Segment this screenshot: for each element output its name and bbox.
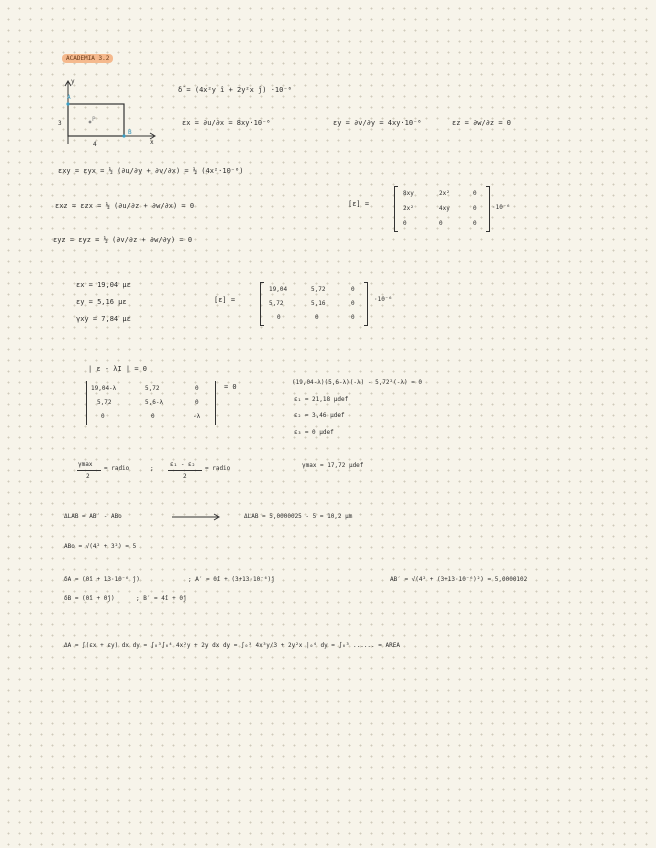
eigen-1: ε₁ = 21,18 μdef (294, 396, 349, 403)
strain-y-eq: εy = ∂v/∂y = 4xy·10⁻⁶ (333, 119, 422, 127)
position-b-prime: ; B′ = 4î + 0ĵ (136, 595, 187, 602)
initial-length: ABo = √(4² + 3²) = 5 (64, 543, 137, 550)
width-label: 4 (93, 141, 97, 148)
shear-a-eq: = radio (104, 465, 130, 472)
determinant-equals: = 0 (224, 383, 237, 391)
point-b-label: B (128, 129, 132, 136)
eigen-equation: | ε - λI | = 0 (88, 365, 148, 373)
page-heading: ACADEMIA 3.2 (62, 56, 113, 62)
axis-y-label: y (71, 78, 75, 85)
value-ey: εy = 5,16 με (76, 298, 127, 306)
shear-b-eq: = radio (205, 465, 231, 472)
final-length: AB′ = √(4² + (3+13·10⁻⁶)²) = 5,0000102 (390, 576, 528, 583)
rectangle-diagram (52, 74, 162, 164)
tensor-symbolic-matrix: 8xy 2x² 0 2x² 4xy 0 0 0 0 (394, 187, 490, 231)
value-ex: εx = 19,04 με (76, 281, 131, 289)
area-integral: ΔA = ∫(εx + εy) dx dy = ∫₀³∫₀⁴ 4x²y + 2y dx dy = ∫₀³ 4x³y/3 + 2y²x |₀⁴ dy = ∫₀³ ...... = AREA (64, 642, 400, 649)
height-label: 3 (58, 120, 62, 127)
eigen-determinant: 19,04-λ 5,72 0 5,72 5,6-λ 0 0 0 -λ (86, 381, 216, 425)
strain-xz-eq: εxz = εzx = ½ (∂u/∂z + ∂w/∂x) = 0 (55, 202, 195, 210)
tensor-symbolic-scale: ·10⁻⁶ (492, 204, 511, 211)
point-p-label: P (92, 116, 96, 123)
shear-max-result: γmax = 17,72 μdef (302, 462, 364, 469)
tensor-numeric-label: [ε] = (214, 296, 236, 304)
length-change-result: ΔLAB = 5,0000025 - 5 = 10,2 μm (244, 513, 353, 520)
point-a-label: A (67, 94, 71, 101)
disp-a: δA = (0î + 13·10⁻⁶ ĵ) (64, 576, 140, 583)
tensor-numeric-scale: ·10⁻⁶ (374, 296, 393, 303)
strain-yz-eq: εyz = εyz = ½ (∂v/∂z + ∂w/∂y) = 0 (53, 236, 193, 244)
strain-xy-eq: εxy = εyx = ½ (∂u/∂y + ∂v/∂x) = ½ (4x²·10⁻⁶) (58, 167, 244, 175)
tensor-numeric-matrix: 19,04 5,72 0 5,72 5,16 0 0 0 0 (260, 283, 368, 325)
displacement-eq: δ̄ = (4x²y î + 2y²x ĵ) ·10⁻⁶ (178, 86, 292, 94)
disp-b: δB = (0î + 0ĵ) (64, 595, 115, 602)
characteristic-polynomial: (19,04-λ)(5,6-λ)(-λ) - 5,72²(-λ) = 0 (292, 379, 423, 386)
eigen-2: ε₂ = 3,46 μdef (294, 412, 345, 419)
position-a-prime: ; A′ = 0î + (3+13·10⁻⁶)ĵ (188, 576, 275, 583)
length-change-eq: ΔLAB = AB′ - ABo (64, 513, 122, 520)
arrow-right-icon (172, 513, 222, 521)
strain-x-eq: εx = ∂u/∂x = 8xy·10⁻⁶ (182, 119, 271, 127)
eigen-3: ε₃ = 0 μdef (294, 429, 334, 436)
axis-x-label: x (150, 139, 154, 146)
value-gxy: γxy = 7,84 με (76, 315, 131, 323)
strain-z-eq: εz = ∂w/∂z = 0 (452, 119, 512, 127)
shear-separator: ; (150, 465, 154, 472)
tensor-symbolic-label: [ε] = (348, 200, 370, 208)
